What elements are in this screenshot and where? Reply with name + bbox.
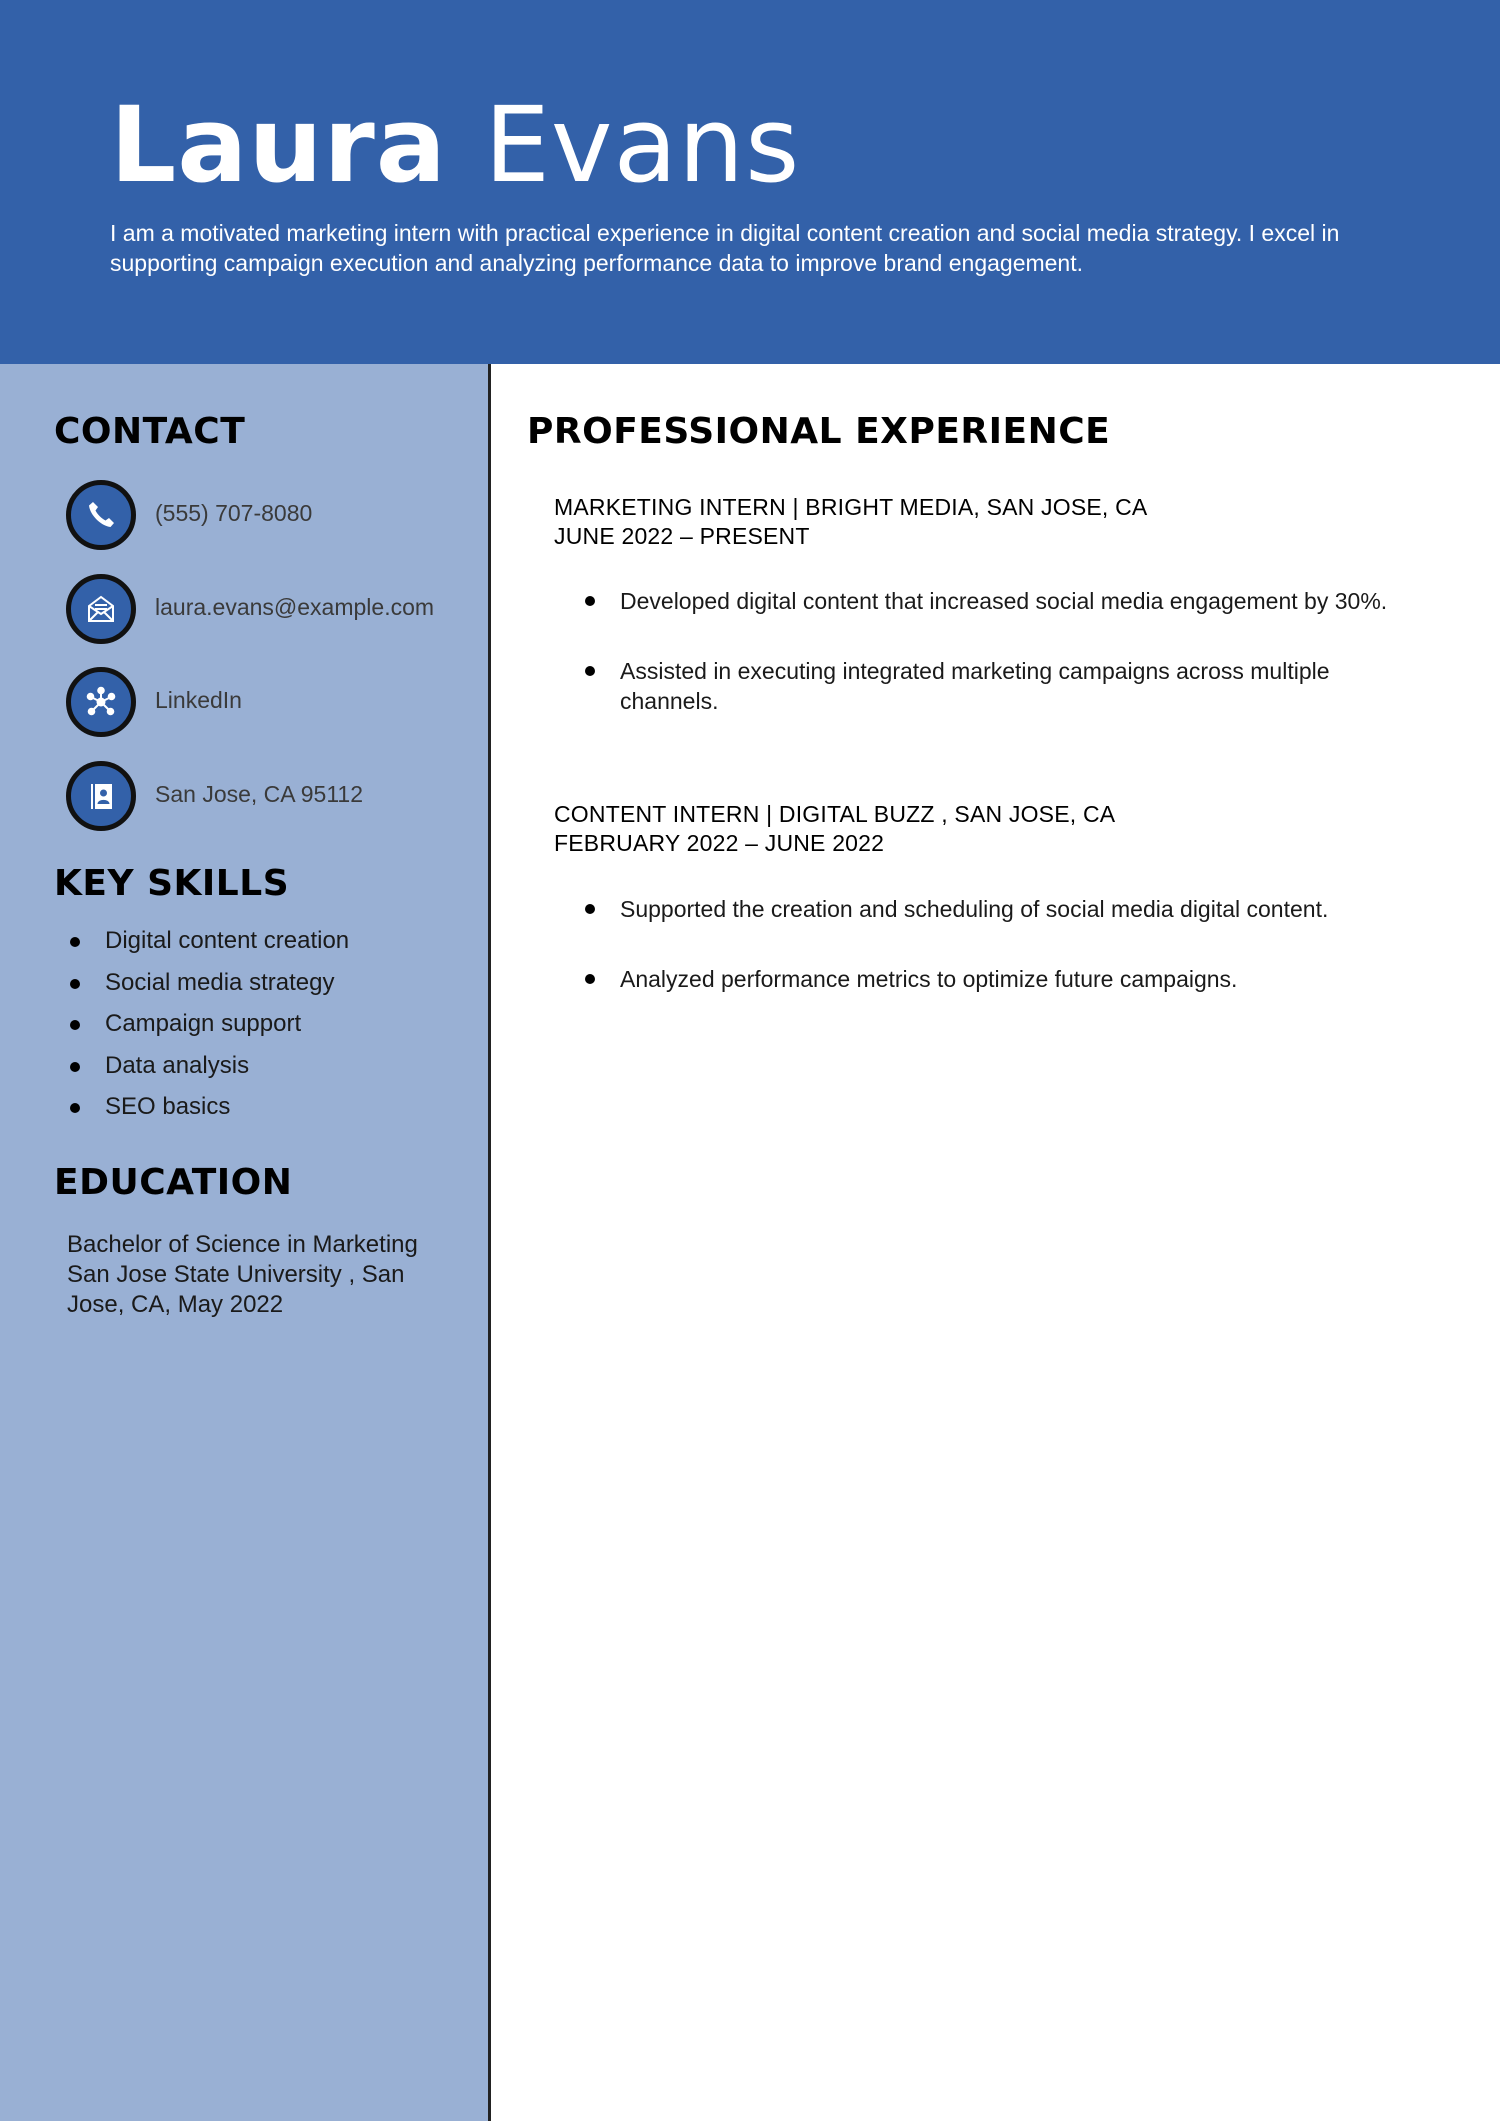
job-2-title	[554, 800, 1115, 858]
list-item: Supported the creation and scheduling of social media digital content.	[554, 894, 1414, 924]
address-book-icon	[66, 761, 136, 831]
skill-item: Campaign support	[50, 1009, 349, 1051]
header-banner	[0, 0, 1500, 364]
experience-heading: PROFESSIONAL EXPERIENCE	[527, 411, 1111, 452]
skill-item: Digital content creation	[50, 926, 349, 968]
job-1-title	[554, 493, 1147, 551]
first-name: Laura	[110, 84, 447, 206]
list-item: Developed digital content that increased social media engagement by 30%.	[554, 586, 1414, 616]
contact-email[interactable]	[66, 574, 476, 644]
email-icon	[66, 574, 136, 644]
job-2-role: CONTENT INTERN | DIGITAL BUZZ , SAN JOSE, CA	[554, 801, 1116, 827]
skill-item: Social media strategy	[50, 968, 349, 1010]
job-1-dates: JUNE 2022 – PRESENT	[554, 523, 810, 549]
skill-item: SEO basics	[50, 1092, 349, 1134]
contact-linkedin-text: LinkedIn	[155, 687, 242, 713]
contact-linkedin[interactable]	[66, 667, 476, 737]
contact-phone	[66, 480, 476, 550]
profile-summary: I am a motivated marketing intern with practical experience in digital content creation and social media strategy. I excel in supporting campaign execution and analyzing performance data to improve brand engagement.	[110, 220, 1340, 276]
contact-heading: CONTACT	[54, 411, 246, 452]
job-1-bullets	[554, 586, 1414, 716]
list-item: Assisted in executing integrated marketing campaigns across multiple channels.	[554, 656, 1414, 716]
skills-heading: KEY SKILLS	[54, 863, 290, 904]
candidate-name	[110, 80, 800, 210]
contact-phone-text: (555) 707-8080	[155, 500, 313, 526]
contact-address	[66, 761, 476, 831]
skill-item: Data analysis	[50, 1051, 349, 1093]
skills-list	[50, 926, 349, 1134]
education-degree: Bachelor of Science in Marketing	[67, 1231, 418, 1258]
contact-address-text: San Jose, CA 95112	[155, 781, 363, 807]
job-2-bullets	[554, 894, 1414, 994]
education-heading: EDUCATION	[54, 1162, 293, 1203]
job-2-dates: FEBRUARY 2022 – JUNE 2022	[554, 830, 885, 856]
contact-email-text: laura.evans@example.com	[155, 594, 435, 620]
list-item: Analyzed performance metrics to optimize future campaigns.	[554, 964, 1414, 994]
phone-icon	[66, 480, 136, 550]
last-name: Evans	[484, 84, 801, 206]
education-entry	[67, 1230, 447, 1320]
education-school: San Jose State University , San Jose, CA, May 2022	[67, 1261, 405, 1318]
job-1-role: MARKETING INTERN | BRIGHT MEDIA, SAN JOSE, CA	[554, 494, 1148, 520]
network-icon	[66, 667, 136, 737]
